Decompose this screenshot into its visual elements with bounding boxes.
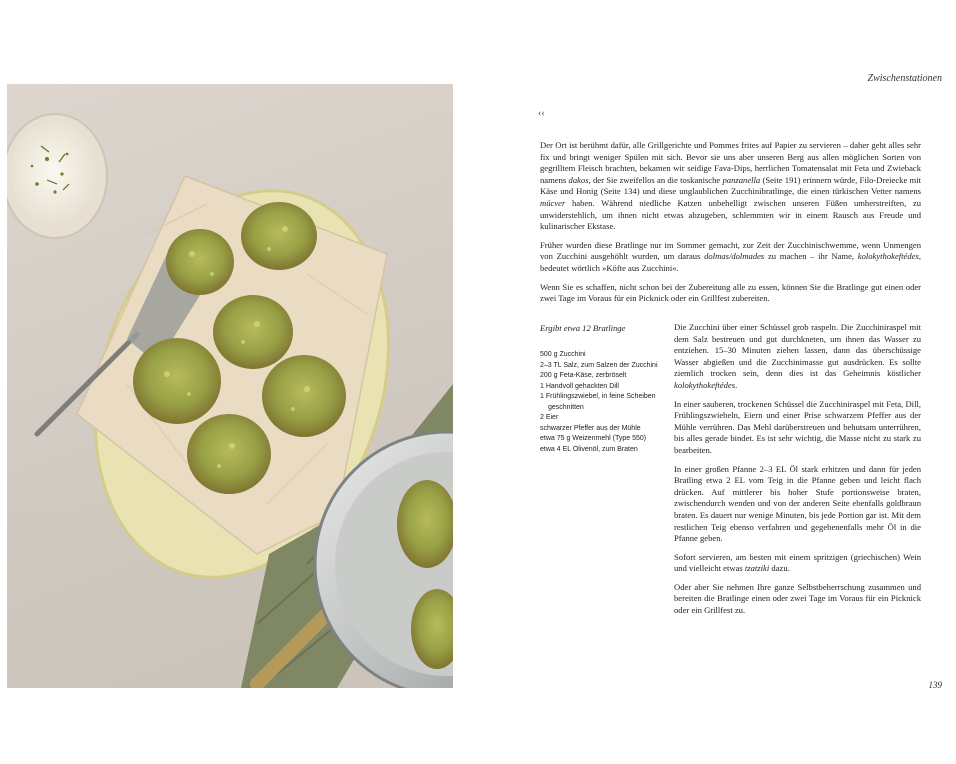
ingredient-item: 200 g Feta-Käse, zerbröselt: [540, 372, 627, 379]
ingredient-list: [540, 350, 658, 455]
ingredient-item: 500 g Zucchini: [540, 351, 586, 358]
ingredient-item: 2 Eier: [540, 414, 559, 421]
method-step-2: In einer sauberen, trockenen Schüssel die Zucchiniraspel mit Feta, Dill, Frühlingszwiebeln, Eiern und einer Prise schwarzem Pfeffer aus der Mühle verrühren. Das Mehl darüberstreuen und behutsam unterrühren, bis alles gerade bindet. Es ist sehr wichtig, die Masse nicht zu stark zu bearbeiten.: [674, 398, 921, 455]
intro-paragraph-3: Wenn Sie es schaffen, nicht schon bei der Zubereitung alle zu essen, können Sie die Bratlinge gut einen oder zwei Tage im Voraus für ein Picknick oder ein Grillfest zubereiten.: [540, 281, 921, 304]
intro-paragraph-2: Früher wurden diese Bratlinge nur im Sommer gemacht, zur Zeit der Zucchinischwemme, wenn Unmengen von Zucchini ausgehöhlt wurden, um daraus dolmas/dolmades zu machen – ihr Name, kolokythokeftédes, bedeutet wörtlich »Köfte aus Zucchini«.: [540, 239, 921, 273]
page-number: 139: [928, 680, 942, 690]
photo-illustration: [7, 84, 453, 688]
ingredient-item: etwa 4 EL Olivenöl, zum Braten: [540, 445, 638, 453]
method-step-1: Die Zucchini über einer Schüssel grob raspeln. Die Zucchiniraspel mit dem Salz bestreuen und gut durchkneten, um ihnen das Wasser zu entziehen. 15–30 Minuten ziehen lassen, dann das überschüssige Wasser abgießen und die Zucchinimasse gut ausdrücken. Es sollte ziemlich trocken sein, denn dies ist das Geheimnis köstlicher kolokythokeftédes.: [674, 322, 921, 390]
ingredient-item: 2–3 TL Salz, zum Salzen der Zucchini: [540, 361, 658, 369]
running-head: Zwischenstationen: [867, 73, 942, 84]
ingredient-item: 1 Frühlingszwiebel, in feine Scheiben geschnitten: [540, 393, 656, 411]
method-step-4: Sofort servieren, am besten mit einem spritzigen (griechischen) Wein und vielleicht etwas tzatziki dazu.: [674, 551, 921, 574]
ingredient-item: schwarzer Pfeffer aus der Mühle: [540, 424, 641, 432]
quote-mark: ‹‹: [538, 108, 545, 119]
intro-paragraph-1: Der Ort ist berühmt dafür, alle Grillgerichte und Pommes frites auf Papier zu servieren – daher geht alles sehr fix und bringt weniger Spülen mit sich. Bevor sie uns aber unseren Berg aus allen möglichen Sorten von gegrilltem Fleisch brachten, bekamen wir seidige Fava-Dips, herrlichen Tomatensalat mit Feta und Zwieback namens dakos, der Sie zweifellos an die toskanische panzanella (Seite 191) erinnern würde, Filo-Dreiecke mit Käse und Honig (Seite 134) und diese unglaublichen Zucchinibratlinge, die einen türkischen Vetter namens mücver haben. Während niedliche Katzen unbehelligt zwischen unseren Füßen umherstreiften, zu unwiderstehlich, um ihnen nicht etwas abzugeben, schlemmten wir in einem Rausch aus Freude und kulinarischer Ekstase.: [540, 140, 921, 232]
recipe-photo: [7, 84, 453, 688]
method-step-3: In einer großen Pfanne 2–3 EL Öl stark erhitzen und dann für jeden Bratling etwa 2 EL vom Teig in die Pfanne geben und leicht flach drücken. Auf mittlerer bis hoher Stufe portionsweise braten, zwischendurch wenden und von der anderen Seite ebenfalls goldbraun braten. Es dauert nur wenige Minuten, bis jede Portion gar ist. Mit dem restlichen Teig ebenso verfahren und gegebenenfalls mehr Öl in die Pfanne geben.: [674, 463, 921, 544]
ingredient-item: etwa 75 g Weizenmehl (Type 550): [540, 435, 647, 442]
ingredient-item: 1 Handvoll gehackten Dill: [540, 382, 619, 390]
intro-text: [540, 140, 921, 312]
yogurt-bowl: [7, 114, 107, 238]
method-text: [674, 322, 921, 624]
recipe-yield: Ergibt etwa 12 Bratlinge: [540, 323, 626, 333]
method-step-5: Oder aber Sie nehmen Ihre ganze Selbstbeherrschung zusammen und bereiten die Bratlinge einen oder zwei Tage im Voraus für ein Picknick oder ein Grillfest zu.: [674, 581, 921, 616]
